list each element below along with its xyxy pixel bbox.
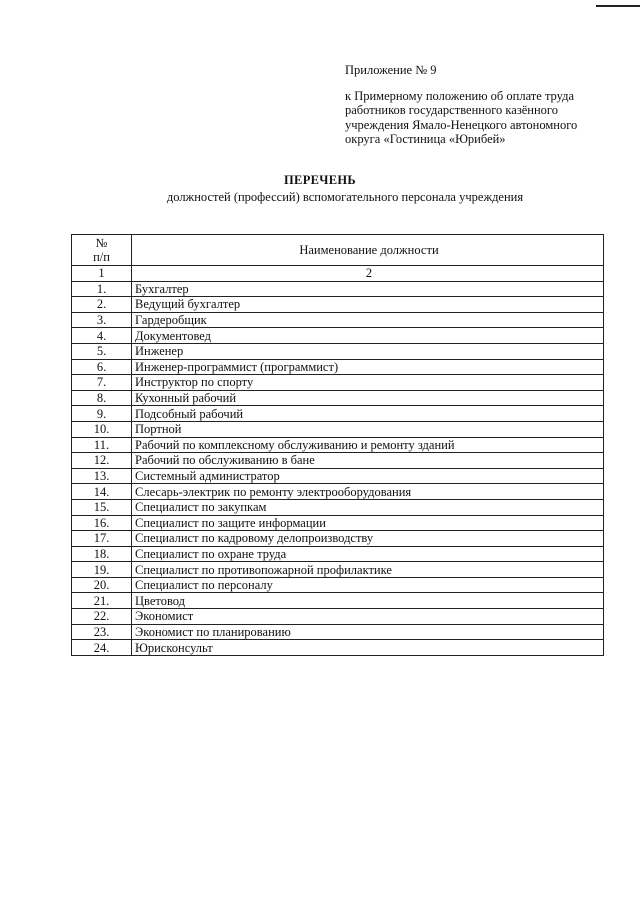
position-name: Кухонный рабочий: [132, 390, 604, 406]
table-row: [72, 359, 604, 375]
header-num-cell: [72, 235, 132, 266]
position-name: Специалист по закупкам: [132, 499, 604, 515]
row-number: 3.: [72, 312, 132, 328]
position-name: Рабочий по обслуживанию в бане: [132, 453, 604, 469]
position-name: Инструктор по спорту: [132, 375, 604, 391]
row-number: 5.: [72, 343, 132, 359]
table-row: [72, 375, 604, 391]
position-name: Документовед: [132, 328, 604, 344]
row-number: 10.: [72, 421, 132, 437]
position-name: Подсобный рабочий: [132, 406, 604, 422]
position-name: Юрисконсульт: [132, 640, 604, 656]
table-row: [72, 343, 604, 359]
row-number: 4.: [72, 328, 132, 344]
table-header-row: [72, 235, 604, 266]
header-num-symbol: №: [95, 236, 108, 250]
row-number: 12.: [72, 453, 132, 469]
row-number: 2.: [72, 297, 132, 313]
appendix-line: к Примерному положению об оплате труда: [345, 88, 575, 103]
appendix-label: Приложение № 9: [345, 63, 437, 77]
position-name: Экономист: [132, 609, 604, 625]
row-number: 14.: [72, 484, 132, 500]
position-name: Специалист по охране труда: [132, 546, 604, 562]
position-name: Инженер-программист (программист): [132, 359, 604, 375]
table-row: [72, 437, 604, 453]
row-number: 7.: [72, 375, 132, 391]
row-number: 18.: [72, 546, 132, 562]
position-name: Системный администратор: [132, 468, 604, 484]
row-number: 21.: [72, 593, 132, 609]
row-number: 1.: [72, 281, 132, 297]
row-number: 16.: [72, 515, 132, 531]
position-name: Цветовод: [132, 593, 604, 609]
header-name-cell: Наименование должности: [132, 235, 604, 266]
position-name: Гардеробщик: [132, 312, 604, 328]
document-title: ПЕРЕЧЕНЬ: [284, 173, 356, 187]
table-row: [72, 593, 604, 609]
document-subtitle: должностей (профессий) вспомогательного персонала учреждения: [166, 190, 524, 204]
table-row: [72, 468, 604, 484]
row-number: 22.: [72, 609, 132, 625]
table-row: [72, 499, 604, 515]
table-row: [72, 328, 604, 344]
table-row: [72, 609, 604, 625]
appendix-block: [345, 63, 625, 147]
appendix-line: округа «Гостиница «Юрибей»: [345, 132, 506, 147]
row-number: 8.: [72, 390, 132, 406]
position-name: Специалист по противопожарной профилактике: [132, 562, 604, 578]
table-row: [72, 531, 604, 547]
row-number: 19.: [72, 562, 132, 578]
table-row: [72, 312, 604, 328]
table-row: [72, 390, 604, 406]
table-row: [72, 515, 604, 531]
position-name: Специалист по кадровому делопроизводству: [132, 531, 604, 547]
row-number: 20.: [72, 577, 132, 593]
column-number-1: 1: [72, 266, 132, 282]
position-name: Слесарь-электрик по ремонту электрооборудования: [132, 484, 604, 500]
row-number: 23.: [72, 624, 132, 640]
position-name: Инженер: [132, 343, 604, 359]
table-row: [72, 453, 604, 469]
table-row: [72, 484, 604, 500]
position-name: Специалист по защите информации: [132, 515, 604, 531]
table-row: [72, 562, 604, 578]
table-row: [72, 577, 604, 593]
header-num-abbr: п/п: [93, 250, 110, 264]
table-row: [72, 281, 604, 297]
positions-table: [71, 234, 604, 656]
table-row: [72, 546, 604, 562]
position-name: Портной: [132, 421, 604, 437]
column-number-2: 2: [132, 266, 604, 282]
table-row: [72, 640, 604, 656]
row-number: 17.: [72, 531, 132, 547]
position-name: Экономист по планированию: [132, 624, 604, 640]
table-row: [72, 297, 604, 313]
row-number: 9.: [72, 406, 132, 422]
column-number-row: [72, 266, 604, 282]
table-row: [72, 624, 604, 640]
row-number: 15.: [72, 499, 132, 515]
position-name: Специалист по персоналу: [132, 577, 604, 593]
position-name: Рабочий по комплексному обслуживанию и ремонту зданий: [132, 437, 604, 453]
top-corner-rule: [596, 5, 640, 7]
row-number: 11.: [72, 437, 132, 453]
appendix-line: учреждения Ямало-Ненецкого автономного: [345, 117, 578, 132]
appendix-line: работников государственного казённого: [345, 103, 559, 118]
row-number: 24.: [72, 640, 132, 656]
table-row: [72, 421, 604, 437]
row-number: 13.: [72, 468, 132, 484]
table-row: [72, 406, 604, 422]
position-name: Бухгалтер: [132, 281, 604, 297]
position-name: Ведущий бухгалтер: [132, 297, 604, 313]
row-number: 6.: [72, 359, 132, 375]
